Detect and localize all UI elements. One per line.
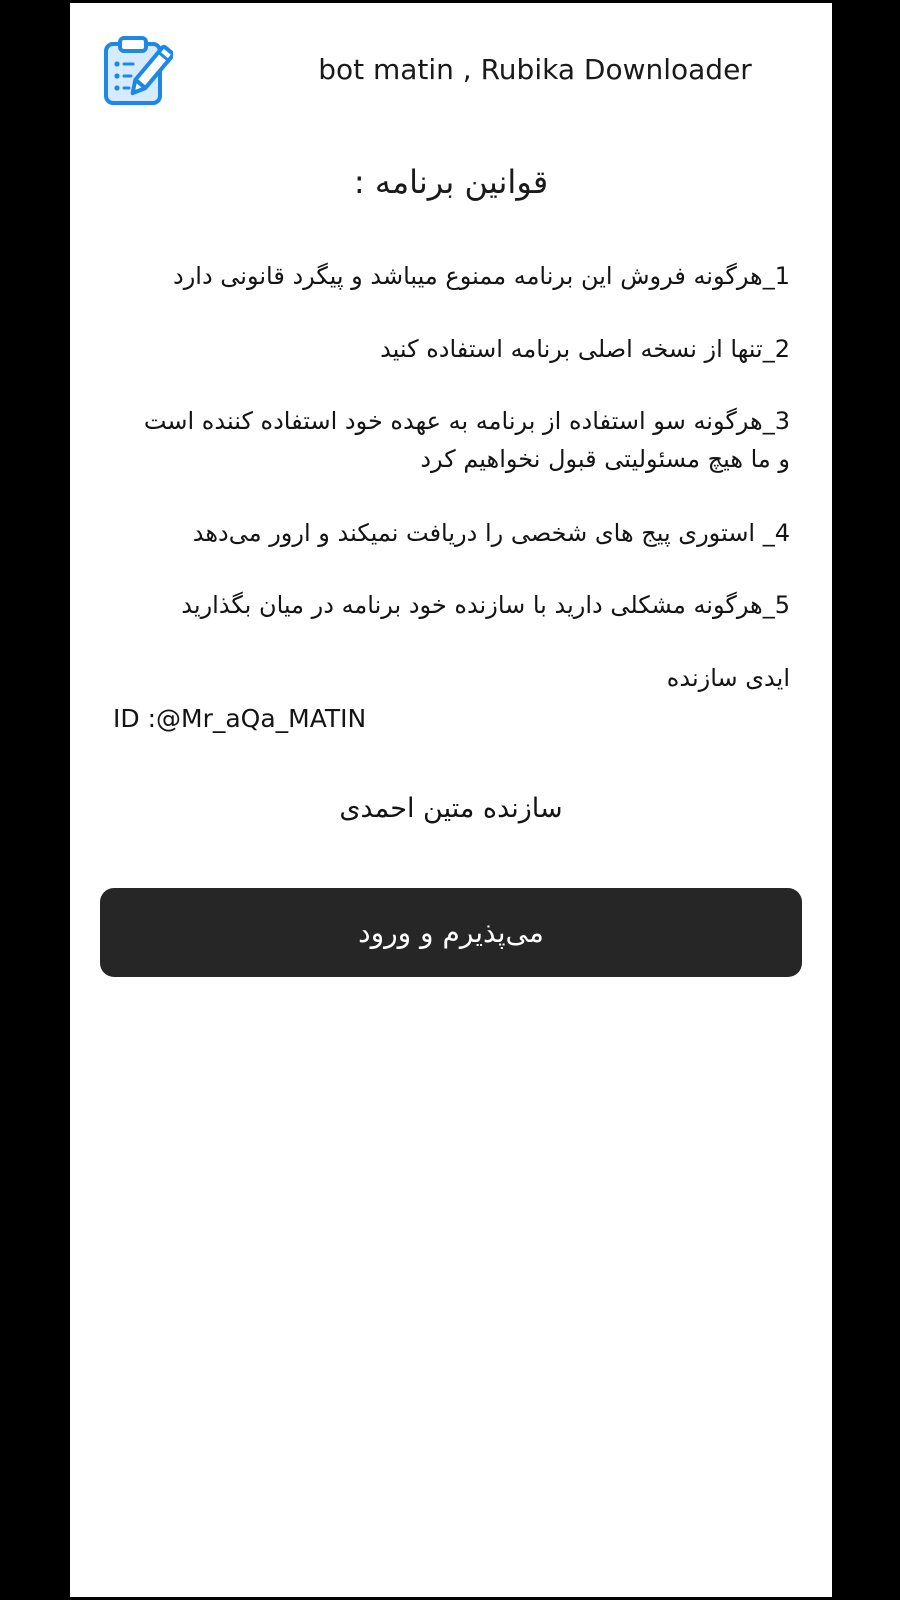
rule-item: 1_هرگونه فروش این برنامه ممنوع میباشد و پیگرد قانونی دارد	[173, 262, 790, 290]
developer-credit: سازنده متین احمدی	[339, 793, 563, 824]
accept-button-label: می‌پذیرم و ورود	[358, 916, 544, 949]
developer-id-value: ID :@Mr_aQa_MATIN	[113, 704, 367, 733]
clipboard-edit-icon	[103, 34, 173, 106]
rules-heading: قوانین برنامه :	[353, 163, 549, 201]
developer-id-label: ایدی سازنده	[666, 664, 790, 692]
app-screen	[70, 3, 832, 1597]
app-title: bot matin , Rubika Downloader	[318, 53, 752, 86]
rule-item: 3_هرگونه سو استفاده از برنامه به عهده خود استفاده کننده است و ما هیچ مسئولیتی قبول نخواهیم کرد	[143, 407, 790, 473]
rule-item: 4_ استوری پیج های شخصی را دریافت نمیکند و ارور می‌دهد	[192, 519, 790, 547]
accept-and-enter-button[interactable]	[100, 888, 802, 977]
rule-item: 2_تنها از نسخه اصلی برنامه استفاده کنید	[380, 335, 790, 363]
rule-item: 5_هرگونه مشکلی دارید با سازنده خود برنامه در میان بگذارید	[181, 591, 790, 619]
